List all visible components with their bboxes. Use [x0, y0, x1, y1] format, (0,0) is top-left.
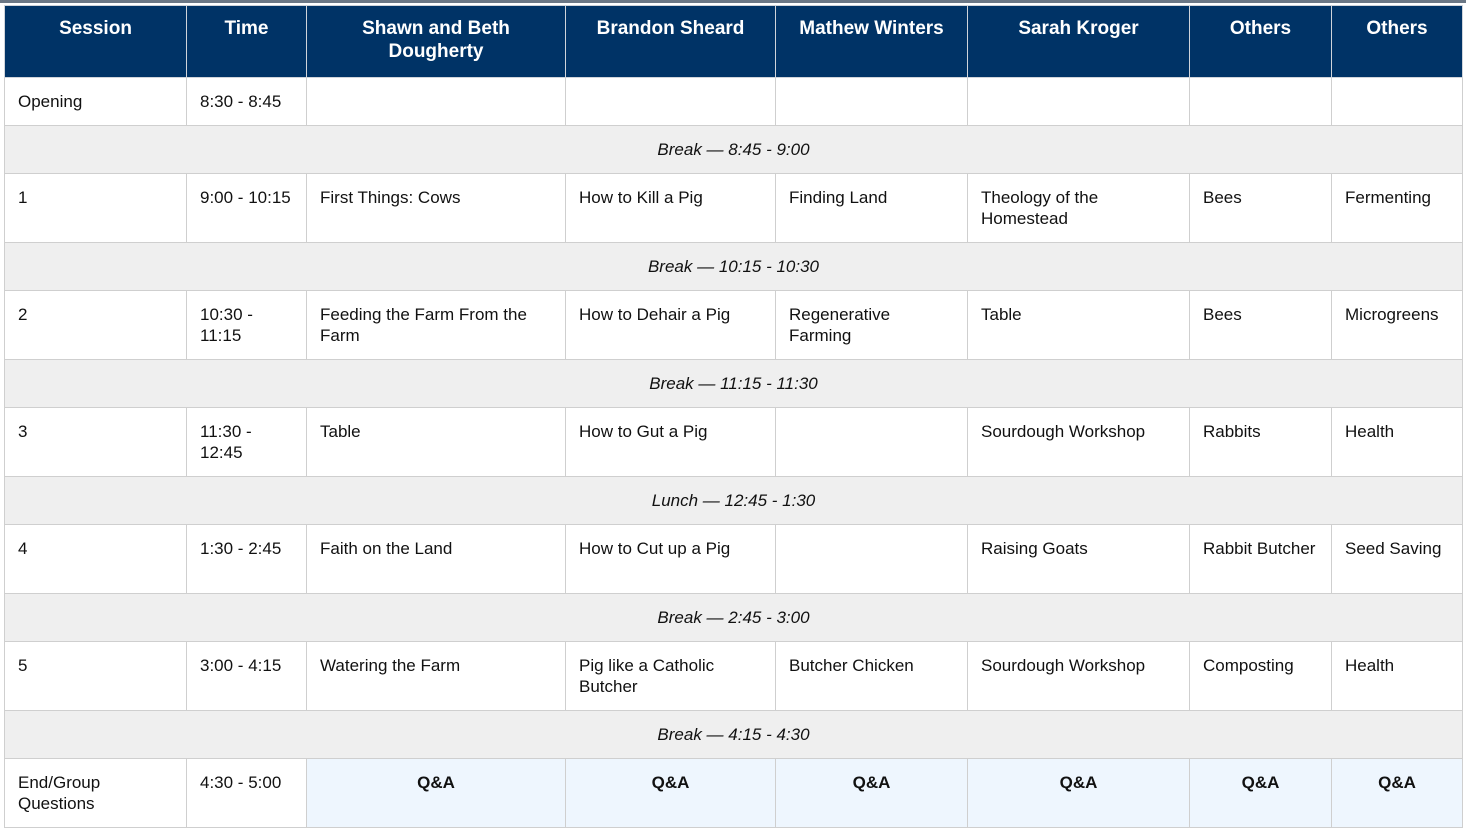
talk-cell	[1190, 78, 1332, 126]
break-row	[5, 477, 1463, 525]
time-cell: 9:00 - 10:15	[187, 174, 307, 243]
session-cell: 5	[5, 642, 187, 711]
time-cell: 4:30 - 5:00	[187, 759, 307, 828]
session-row	[5, 291, 1463, 360]
session-cell: 3	[5, 408, 187, 477]
talk-cell: Bees	[1190, 291, 1332, 360]
talk-cell	[776, 78, 968, 126]
talk-cell: How to Dehair a Pig	[566, 291, 776, 360]
session-row	[5, 408, 1463, 477]
talk-cell: Table	[307, 408, 566, 477]
talk-cell: Composting	[1190, 642, 1332, 711]
talk-cell: How to Gut a Pig	[566, 408, 776, 477]
break-row	[5, 594, 1463, 642]
session-cell: 1	[5, 174, 187, 243]
break-row	[5, 711, 1463, 759]
talk-cell: Pig like a Catholic Butcher	[566, 642, 776, 711]
column-header: Sarah Kroger	[968, 6, 1190, 78]
session-row	[5, 642, 1463, 711]
talk-cell: Rabbit Butcher	[1190, 525, 1332, 594]
talk-cell: Q&A	[1190, 759, 1332, 828]
talk-cell: Regenerative Farming	[776, 291, 968, 360]
talk-cell	[307, 78, 566, 126]
break-label: Break — 11:15 - 11:30	[5, 360, 1463, 408]
talk-cell	[968, 78, 1190, 126]
talk-cell: Q&A	[1332, 759, 1463, 828]
talk-cell: First Things: Cows	[307, 174, 566, 243]
session-row	[5, 78, 1463, 126]
header-row	[5, 6, 1463, 78]
break-label: Lunch — 12:45 - 1:30	[5, 477, 1463, 525]
top-bar	[0, 0, 1466, 3]
talk-cell	[1332, 78, 1463, 126]
column-header: Others	[1332, 6, 1463, 78]
column-header: Time	[187, 6, 307, 78]
talk-cell: Rabbits	[1190, 408, 1332, 477]
talk-cell: Sourdough Workshop	[968, 408, 1190, 477]
session-cell: End/Group Questions	[5, 759, 187, 828]
session-cell: 2	[5, 291, 187, 360]
column-header: Brandon Sheard	[566, 6, 776, 78]
time-cell: 1:30 - 2:45	[187, 525, 307, 594]
column-header: Session	[5, 6, 187, 78]
talk-cell: Bees	[1190, 174, 1332, 243]
break-label: Break — 8:45 - 9:00	[5, 126, 1463, 174]
talk-cell: Health	[1332, 408, 1463, 477]
time-cell: 11:30 - 12:45	[187, 408, 307, 477]
time-cell: 8:30 - 8:45	[187, 78, 307, 126]
talk-cell: Fermenting	[1332, 174, 1463, 243]
talk-cell	[776, 408, 968, 477]
talk-cell: Feeding the Farm From the Farm	[307, 291, 566, 360]
session-cell: Opening	[5, 78, 187, 126]
qa-row	[5, 759, 1463, 828]
talk-cell: Q&A	[776, 759, 968, 828]
talk-cell: Theology of the Homestead	[968, 174, 1190, 243]
talk-cell: Table	[968, 291, 1190, 360]
time-cell: 10:30 - 11:15	[187, 291, 307, 360]
column-header: Shawn and Beth Dougherty	[307, 6, 566, 78]
talk-cell: Health	[1332, 642, 1463, 711]
talk-cell: Raising Goats	[968, 525, 1190, 594]
talk-cell: Seed Saving	[1332, 525, 1463, 594]
session-row	[5, 174, 1463, 243]
break-label: Break — 10:15 - 10:30	[5, 243, 1463, 291]
column-header: Mathew Winters	[776, 6, 968, 78]
talk-cell: Sourdough Workshop	[968, 642, 1190, 711]
talk-cell: Q&A	[968, 759, 1190, 828]
break-label: Break — 4:15 - 4:30	[5, 711, 1463, 759]
talk-cell: Microgreens	[1332, 291, 1463, 360]
talk-cell: Finding Land	[776, 174, 968, 243]
talk-cell: Faith on the Land	[307, 525, 566, 594]
talk-cell: Watering the Farm	[307, 642, 566, 711]
session-row	[5, 525, 1463, 594]
session-cell: 4	[5, 525, 187, 594]
talk-cell	[776, 525, 968, 594]
schedule-table	[4, 5, 1463, 828]
time-cell: 3:00 - 4:15	[187, 642, 307, 711]
talk-cell: Butcher Chicken	[776, 642, 968, 711]
break-row	[5, 243, 1463, 291]
break-row	[5, 126, 1463, 174]
talk-cell: Q&A	[566, 759, 776, 828]
break-row	[5, 360, 1463, 408]
talk-cell: How to Kill a Pig	[566, 174, 776, 243]
talk-cell: How to Cut up a Pig	[566, 525, 776, 594]
column-header: Others	[1190, 6, 1332, 78]
talk-cell	[566, 78, 776, 126]
schedule-body	[5, 78, 1463, 828]
talk-cell: Q&A	[307, 759, 566, 828]
break-label: Break — 2:45 - 3:00	[5, 594, 1463, 642]
